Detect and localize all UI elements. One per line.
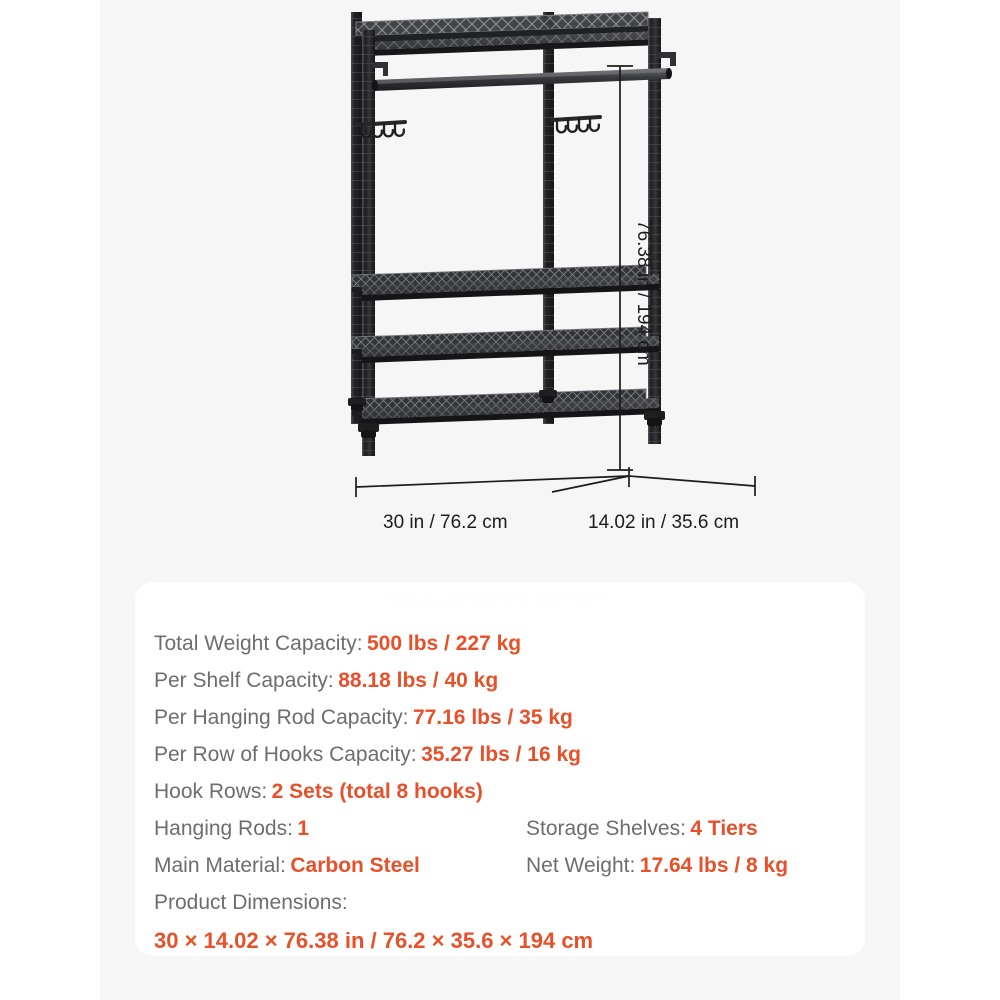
shelf-tier-3 [352, 327, 659, 363]
spec-label: Product Dimensions: [154, 891, 348, 914]
depth-dimension-label: 14.02 in / 35.6 cm [588, 512, 740, 533]
spec-row-product-dimensions-value [154, 922, 865, 963]
spec-row-material-and-weight [154, 848, 865, 885]
hanging-rod [372, 52, 676, 91]
spec-label: Storage Shelves: [526, 817, 686, 840]
spec-row-hook-rows [154, 774, 865, 811]
spec-label: Per Hanging Rod Capacity: [154, 706, 409, 729]
specifications-card [135, 582, 865, 956]
spec-value: 17.64 lbs / 8 kg [639, 854, 789, 877]
hook-row-right [552, 117, 600, 132]
spec-value: 35.27 lbs / 16 kg [421, 743, 581, 766]
spec-cell-net-weight [526, 848, 865, 885]
shelf-tier-1 [356, 12, 661, 56]
product-illustration [100, 0, 900, 560]
depth-dimension-line [552, 476, 755, 496]
spec-value: Carbon Steel [290, 854, 420, 877]
spec-cell-main-material [154, 848, 526, 885]
spec-value: 2 Sets (total 8 hooks) [271, 780, 483, 803]
spec-label: Hanging Rods: [154, 817, 293, 840]
height-dimension-label: 76.38 in / 194 cm [633, 220, 654, 366]
rack-structure [348, 12, 676, 456]
spec-value: 500 lbs / 227 kg [367, 632, 522, 655]
spec-cell-storage-shelves [526, 811, 865, 848]
spec-row-total-weight-capacity [154, 626, 865, 663]
spec-row-product-dimensions-label [154, 885, 865, 922]
spec-value: 88.18 lbs / 40 kg [338, 669, 499, 692]
spec-value: 30 × 14.02 × 76.38 in / 76.2 × 35.6 × 194 cm [154, 928, 594, 953]
spec-row-per-shelf-capacity [154, 663, 865, 700]
width-dimension-line [356, 467, 629, 497]
spec-value: 1 [297, 817, 310, 840]
spec-value: 4 Tiers [690, 817, 758, 840]
spec-cell-hanging-rods [154, 811, 526, 848]
shelf-tier-4 [352, 389, 659, 425]
spec-list [135, 626, 865, 963]
spec-row-rods-and-shelves [154, 811, 865, 848]
card-ghost-title: MAXIMUM WEIGHT CAPACITY [388, 592, 612, 609]
spec-row-per-hanging-rod-capacity [154, 700, 865, 737]
spec-label: Per Row of Hooks Capacity: [154, 743, 417, 766]
spec-label: Net Weight: [526, 854, 636, 877]
spec-label: Hook Rows: [154, 780, 268, 803]
spec-label: Total Weight Capacity: [154, 632, 363, 655]
dimension-labels [383, 220, 739, 533]
spec-label: Per Shelf Capacity: [154, 669, 334, 692]
spec-value: 77.16 lbs / 35 kg [412, 706, 573, 729]
shelf-tier-2 [352, 265, 659, 301]
spec-row-per-row-of-hooks-capacity [154, 737, 865, 774]
spec-label: Main Material: [154, 854, 286, 877]
width-dimension-label: 30 in / 76.2 cm [383, 512, 508, 533]
